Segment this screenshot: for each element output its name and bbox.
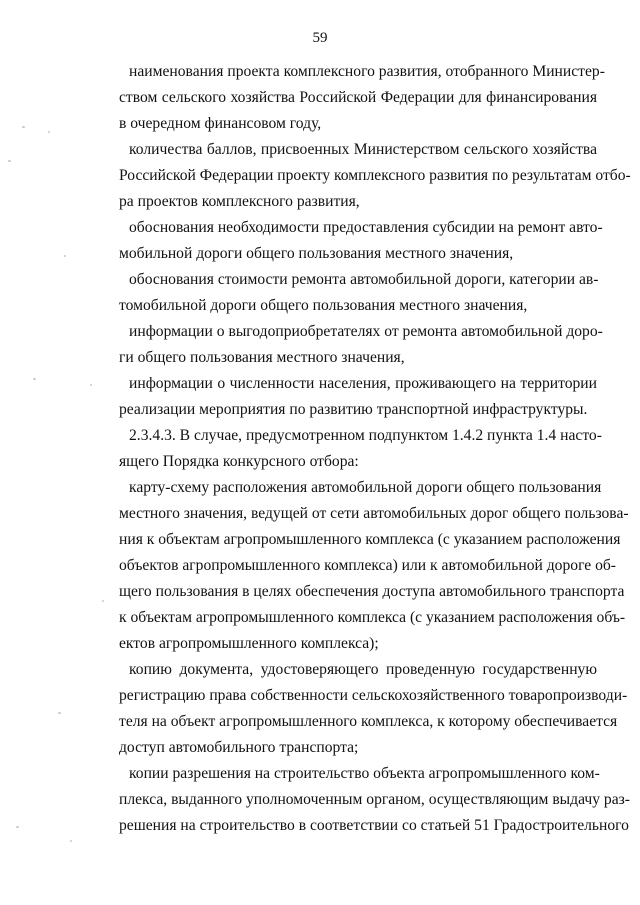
text-line: ством сельского хозяйства Российской Федерации для финансирования [119, 89, 597, 106]
scan-artifact [48, 131, 50, 133]
text-line: местного значения, ведущей от сети автомобильных дорог общего пользова- [119, 505, 629, 522]
text-line: ги общего пользования местного значения, [119, 349, 405, 366]
text-line: томобильной дороги общего пользования местного значения, [119, 297, 528, 314]
text-line: обоснования необходимости предоставления субсидии на ремонт авто- [129, 219, 603, 236]
scan-artifact [22, 126, 25, 128]
text-line: ра проектов комплексного развития, [119, 193, 360, 210]
text-line: ящего Порядка конкурсного отбора: [119, 453, 359, 470]
text-line: количества баллов, присвоенных Министерством сельского хозяйства [129, 141, 597, 158]
scan-artifact [16, 826, 19, 828]
scan-artifact [8, 160, 11, 162]
text-line: Российской Федерации проекту комплексного развития по результатам отбо- [119, 167, 631, 184]
scan-artifact [70, 840, 72, 842]
text-line: доступ автомобильного транспорта; [119, 739, 359, 756]
text-line: информации о выгодоприобретателях от ремонта автомобильной доро- [129, 323, 603, 340]
scan-artifact [90, 384, 92, 386]
scan-artifact [58, 712, 61, 714]
text-line: решения на строительство в соответствии со статьей 51 Градостроительного [119, 817, 629, 834]
text-line: объектов агропромышленного комплекса) или к автомобильной дороге об- [119, 557, 617, 574]
text-line: щего пользования в целях обеспечения доступа автомобильного транспорта [119, 583, 625, 600]
text-line: мобильной дороги общего пользования местного значения, [119, 245, 514, 262]
text-line: в очередном финансовом году, [119, 115, 322, 132]
text-line: обоснования стоимости ремонта автомобильной дороги, категории ав- [129, 271, 599, 288]
text-line: ния к объектам агропромышленного комплекса (с указанием расположения [119, 531, 621, 548]
text-line: 2.3.4.3. В случае, предусмотренном подпунктом 1.4.2 пункта 1.4 насто- [129, 427, 602, 444]
page-number: 59 [312, 30, 328, 46]
text-line: регистрацию права собственности сельскохозяйственного товаропроизводи- [119, 687, 628, 704]
text-line: реализации мероприятия по развитию транспортной инфраструктуры. [119, 401, 588, 418]
text-line: теля на объект агропромышленного комплекса, к которому обеспечивается [119, 713, 618, 730]
text-line: плекса, выданного уполномоченным органом, осуществляющим выдачу раз- [119, 791, 630, 808]
text-line: карту-схему расположения автомобильной дороги общего пользования [129, 479, 602, 496]
text-line: к объектам агропромышленного комплекса (с указанием расположения объ- [119, 609, 626, 626]
text-line: копии разрешения на строительство объекта агропромышленного ком- [129, 765, 600, 782]
scan-artifact [33, 378, 36, 380]
text-line: информации о численности населения, проживающего на территории [129, 375, 597, 392]
text-line: ектов агропромышленного комплекса); [119, 635, 379, 652]
scan-artifact [64, 255, 66, 257]
scan-artifact [102, 600, 104, 602]
text-line: наименования проекта комплексного развития, отобранного Министер- [129, 63, 605, 80]
text-line: копию документа, удостоверяющего проведенную государственную [129, 661, 597, 678]
